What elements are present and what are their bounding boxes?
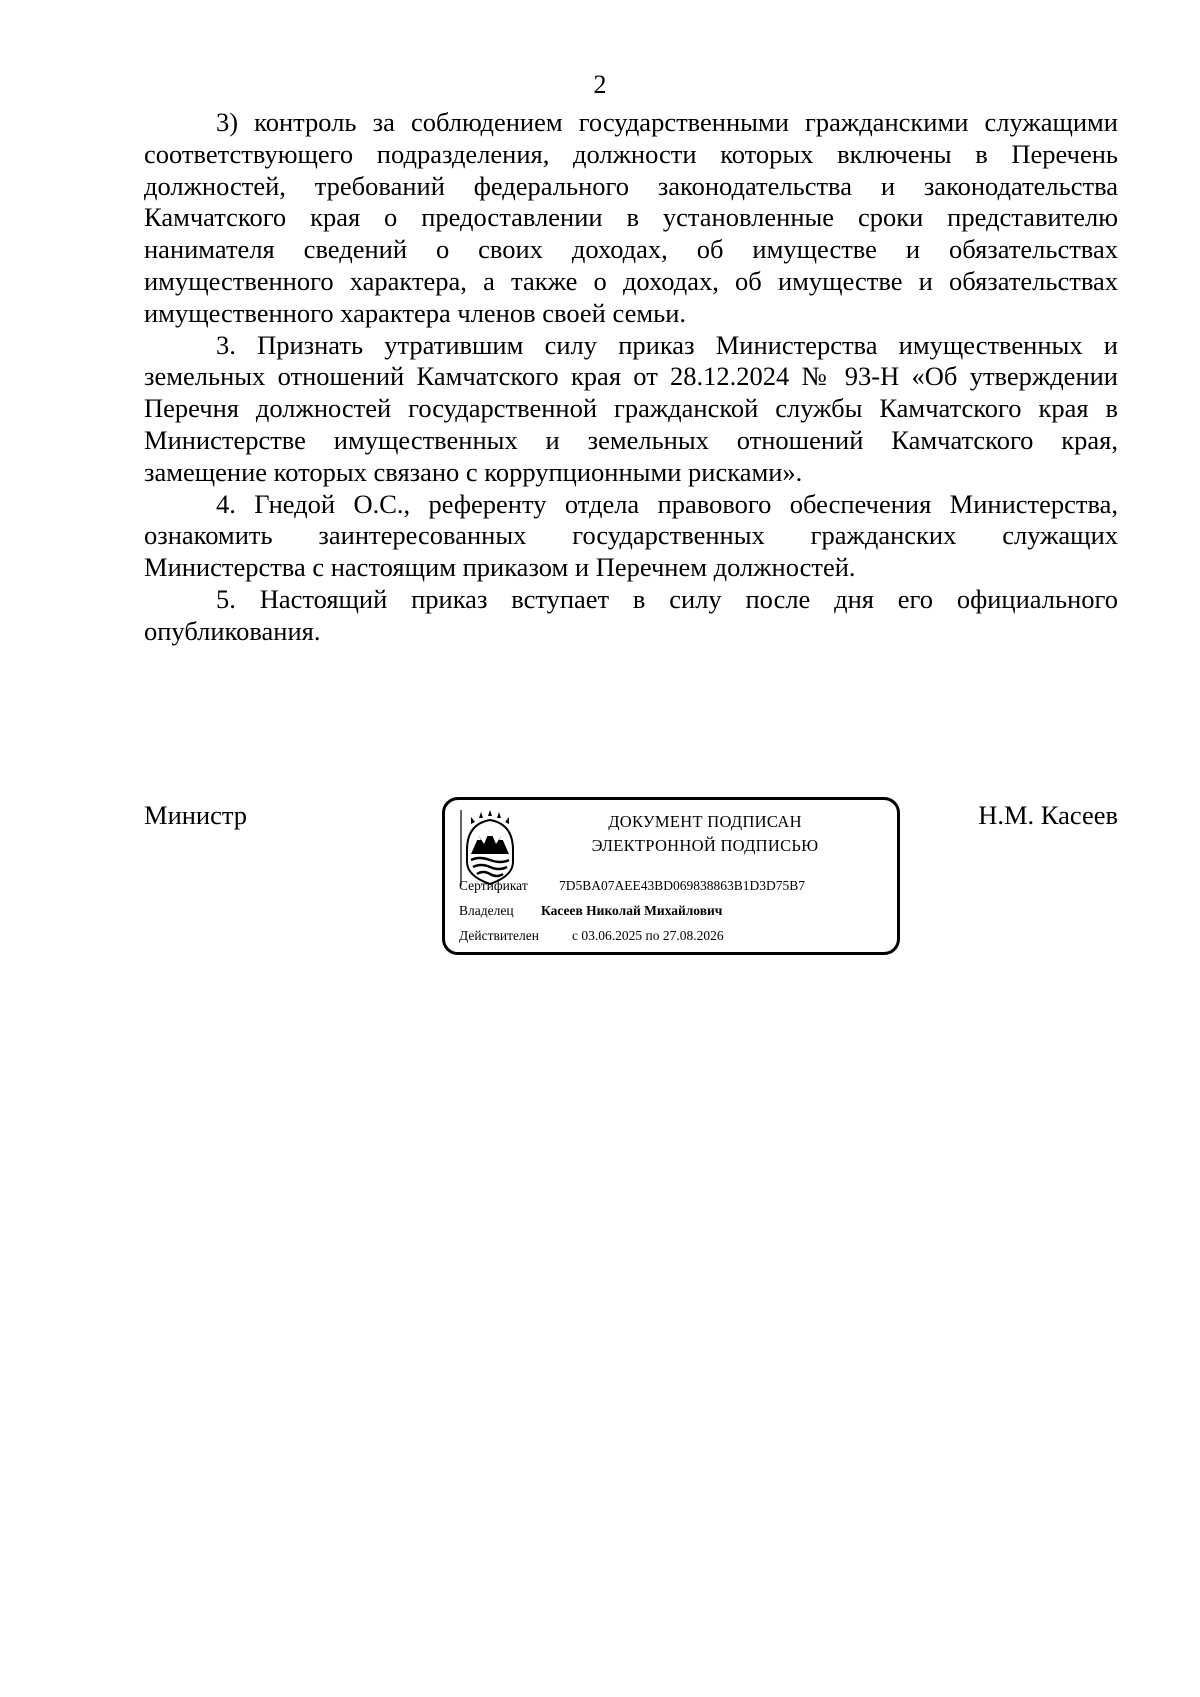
- stamp-certificate-row: [459, 878, 805, 894]
- document-body: [144, 107, 1118, 648]
- paragraph-3-repeal: 3. Признать утратившим силу приказ Министерства имущественных и земельных отношений Камчатского края от 28.12.2024 № 93-Н «Об утверждении Перечня должностей государственной гражданской службы Камчатского края в Министерстве имущественных и земельных отношений Камчатского края, замещение которых связано с коррупционными рисками».: [144, 329, 1118, 487]
- page-number: 2: [593, 70, 607, 99]
- stamp-owner-value: Касеев Николай Михайлович: [541, 903, 723, 918]
- electronic-signature-stamp: [442, 797, 900, 955]
- stamp-validity-value: с 03.06.2025 по 27.08.2026: [572, 928, 724, 943]
- stamp-owner-row: [459, 903, 722, 919]
- stamp-title-line2: ЭЛЕКТРОННОЙ ПОДПИСЬЮ: [591, 836, 819, 855]
- stamp-validity-row: [459, 928, 724, 944]
- paragraph-4-familiarize: 4. Гнедой О.С., референту отдела правового обеспечения Министерства, ознакомить заинтересованных государственных гражданских служащих Министерства с настоящим приказом и Перечнем должностей.: [144, 488, 1118, 583]
- stamp-title-line1: ДОКУМЕНТ ПОДПИСАН: [608, 812, 802, 831]
- paragraph-item-3-control: 3) контроль за соблюдением государственными гражданскими служащими соответствующего подразделения, должности которых включены в Перечень должностей, требований федерального законодательства и законодательства Камчатского края о предоставлении в установленные сроки представителю нанимателя сведений о своих доходах, об имуществе и обязательствах имущественного характера, а также о доходах, об имуществе и обязательствах имущественного характера членов своей семьи.: [144, 107, 1118, 328]
- stamp-certificate-label: Сертификат: [459, 878, 528, 893]
- paragraph-5-effective: 5. Настоящий приказ вступает в силу после дня его официального опубликования.: [144, 583, 1118, 646]
- stamp-certificate-value: 7D5BA07AEE43BD069838863B1D3D75B7: [559, 878, 806, 893]
- signatory-name: Н.М. Касеев: [978, 800, 1118, 830]
- kamchatka-coat-of-arms-icon: [459, 810, 521, 886]
- stamp-validity-label: Действителен: [459, 928, 539, 943]
- signatory-position: Министр: [144, 800, 248, 830]
- stamp-owner-label: Владелец: [459, 903, 514, 918]
